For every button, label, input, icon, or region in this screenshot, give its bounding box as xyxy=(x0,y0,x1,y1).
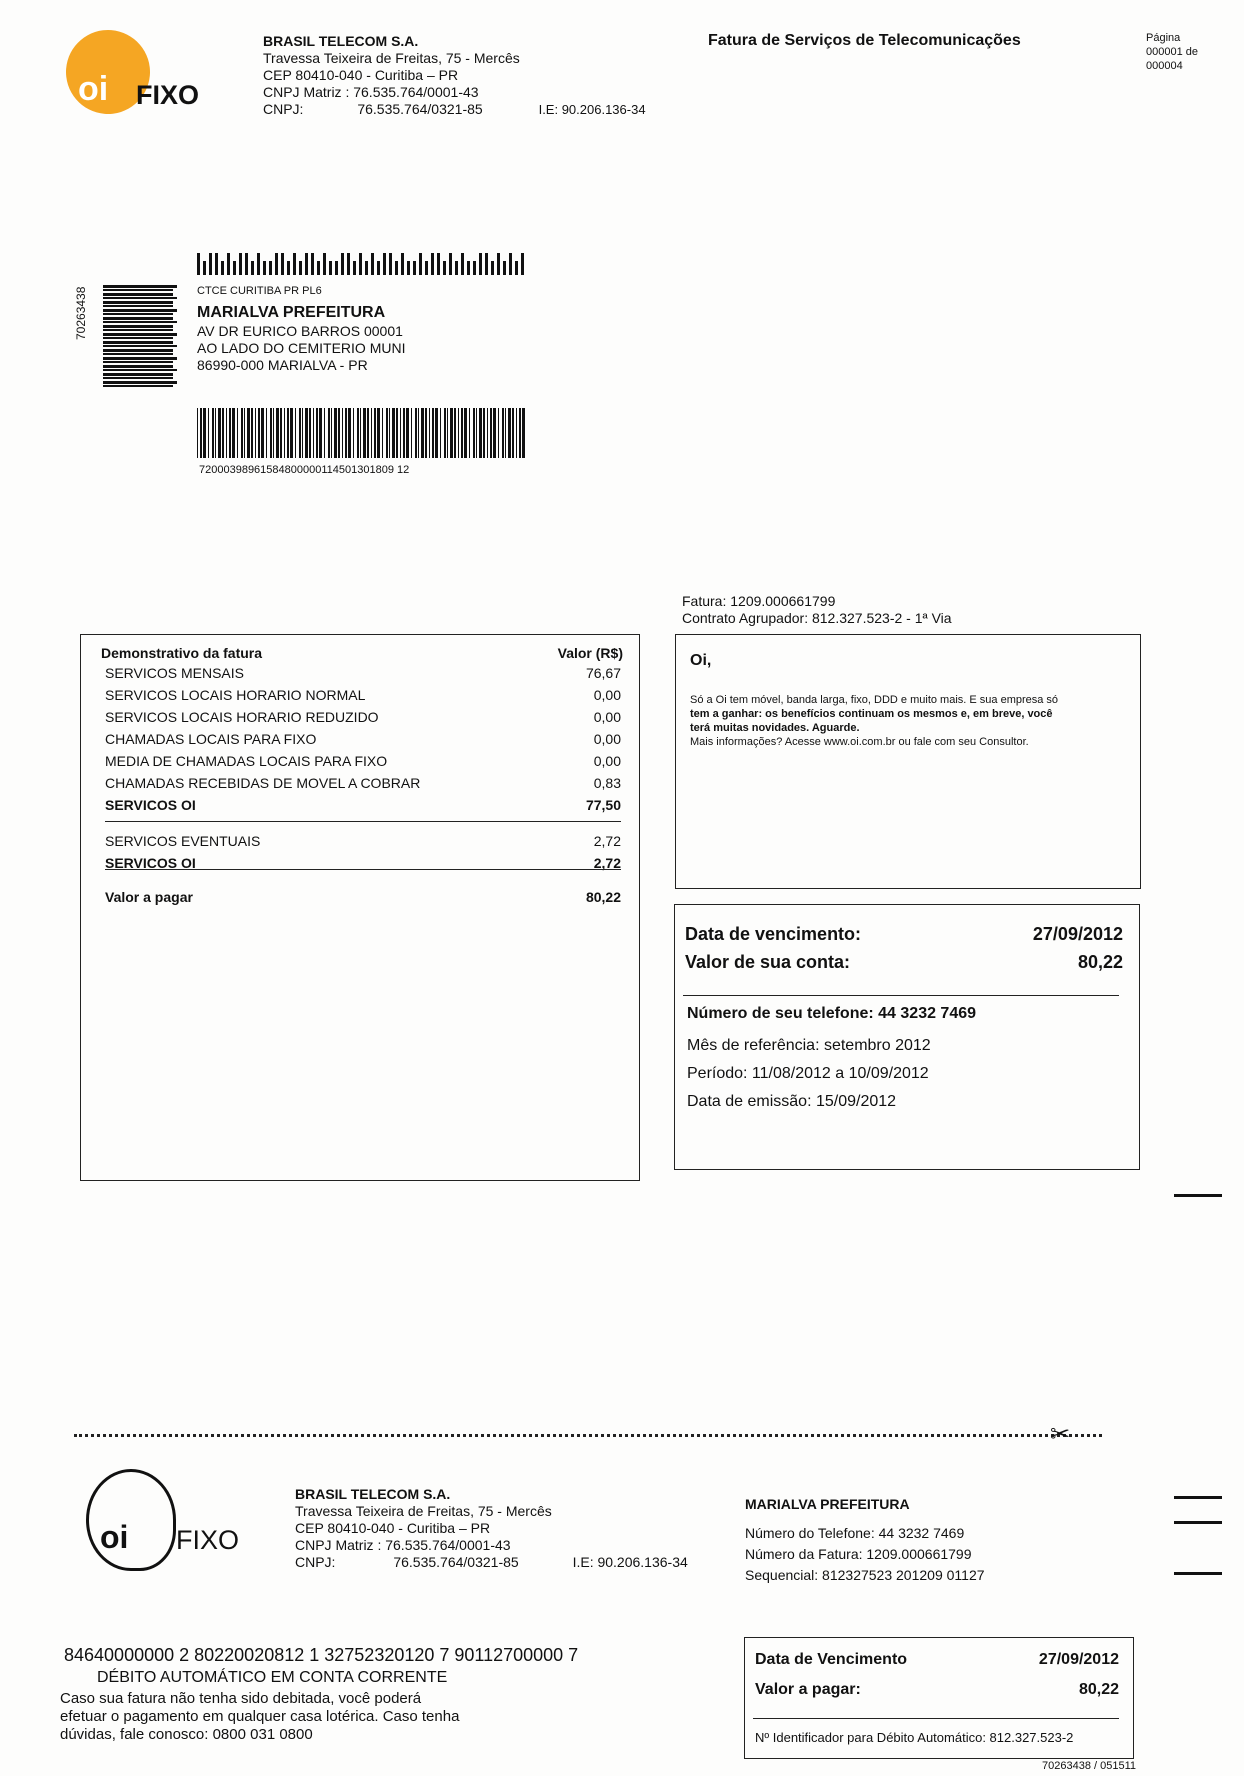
barcode-bar xyxy=(273,408,274,458)
cnpj-value: 76.535.764/0321-85 xyxy=(357,101,483,117)
company-address: Travessa Teixeira de Freitas, 75 - Mercês xyxy=(263,50,520,66)
barcode-bar xyxy=(493,408,496,458)
fixo-logo-text: FIXO xyxy=(136,80,200,110)
barcode-bar xyxy=(401,253,404,275)
barcode-bar xyxy=(280,408,282,458)
statement-row-value: 77,50 xyxy=(585,797,621,813)
company-cnpj-row xyxy=(263,101,646,118)
barcode-bar xyxy=(276,408,279,458)
reference-month: Mês de referência: setembro 2012 xyxy=(687,1037,931,1054)
barcode-bar xyxy=(487,408,488,458)
summary-divider xyxy=(683,995,1119,996)
stub-company-cep: CEP 80410-040 - Curitiba – PR xyxy=(295,1520,491,1536)
barcode-bar xyxy=(255,408,256,458)
stub-sequence: Sequencial: 812327523 201209 01127 xyxy=(745,1567,985,1583)
statement-row-label: SERVICOS MENSAIS xyxy=(105,665,245,681)
edge-mark xyxy=(1174,1496,1222,1499)
cnpj-label: CNPJ: xyxy=(263,101,304,117)
mail-barcode-number: 72000398961584800000114501301809 12 xyxy=(199,464,410,476)
barcode-bar xyxy=(371,408,372,458)
statement-row-label: SERVICOS LOCAIS HORARIO NORMAL xyxy=(105,687,366,703)
barcode-bar xyxy=(247,408,250,458)
page-current: 000001 de xyxy=(1146,46,1198,58)
phone-number: Número de seu telefone: 44 3232 7469 xyxy=(687,1005,977,1022)
barcode-bar xyxy=(382,408,383,458)
statement-row-value: 2,72 xyxy=(593,855,621,871)
barcode-bar xyxy=(505,408,506,458)
page-label: Página xyxy=(1146,32,1181,44)
stub-customer-block xyxy=(745,1496,985,1584)
auto-debit-line-2: efetuar o pagamento em qualquer casa lotérica. Caso tenha xyxy=(60,1708,460,1725)
barcode-bar xyxy=(479,408,482,458)
invoice-number: Fatura: 1209.000661799 xyxy=(682,593,836,609)
barcode-bar xyxy=(365,261,368,275)
barcode-bar xyxy=(400,408,401,458)
barcode-bar xyxy=(461,253,464,275)
barcode-bar xyxy=(275,253,278,275)
barcode-bar xyxy=(338,408,340,458)
edge-mark xyxy=(1174,1521,1222,1524)
barcode-bar xyxy=(348,408,351,458)
statement-row-label: SERVICOS LOCAIS HORARIO REDUZIDO xyxy=(105,709,379,725)
statement-row xyxy=(105,831,621,852)
barcode-bar xyxy=(406,408,409,458)
barcode-bar xyxy=(359,253,362,275)
stub-company-name: BRASIL TELECOM S.A. xyxy=(295,1486,451,1502)
barcode-bar xyxy=(450,408,453,458)
barcode-bar xyxy=(313,408,314,458)
mail-barcode xyxy=(197,408,531,458)
barcode-bar xyxy=(324,408,325,458)
statement-divider-1 xyxy=(105,821,621,822)
statement-row xyxy=(105,663,621,684)
barcode-bar xyxy=(218,408,221,458)
barcode-bar xyxy=(498,408,499,458)
barcode-bar xyxy=(103,365,173,368)
barcode-bar xyxy=(244,408,245,458)
barcode-bar xyxy=(103,301,173,304)
barcode-bar xyxy=(363,408,366,458)
barcode-bar xyxy=(103,297,177,299)
barcode-bar xyxy=(503,261,506,275)
barcode-bar xyxy=(103,369,177,371)
statement-row-value: 0,00 xyxy=(593,709,621,725)
barcode-bar xyxy=(241,408,243,458)
stub-customer-name: MARIALVA PREFEITURA xyxy=(745,1496,910,1512)
stub-due-label: Data de Vencimento xyxy=(755,1651,908,1668)
barcode-bar xyxy=(200,408,202,458)
barcode-bar xyxy=(515,261,518,275)
barcode-bar xyxy=(467,261,470,275)
page-total: 000004 xyxy=(1146,60,1183,72)
barcode-bar xyxy=(311,253,314,275)
statement-row-label: MEDIA DE CHAMADAS LOCAIS PARA FIXO xyxy=(105,753,388,769)
statement-row-label: CHAMADAS RECEBIDAS DE MOVEL A COBRAR xyxy=(105,775,421,791)
barcode-bar xyxy=(212,408,214,458)
postal-barcode xyxy=(197,247,527,275)
barcode-bar xyxy=(425,408,427,458)
barcode-bar xyxy=(443,261,446,275)
barcode-bar xyxy=(419,253,422,275)
barcode-bar xyxy=(215,408,216,458)
barcode-bar xyxy=(490,408,492,458)
barcode-bar xyxy=(290,408,293,458)
barcode-bar xyxy=(270,408,272,458)
barcode-bar xyxy=(208,408,209,458)
barcode-bar xyxy=(103,377,173,379)
barcode-bar xyxy=(509,253,512,275)
barcode-bar xyxy=(103,349,173,352)
barcode-bar xyxy=(103,313,173,315)
statement-row-value: 0,00 xyxy=(593,731,621,747)
due-date-value: 27/09/2012 xyxy=(1032,924,1123,944)
barcode-bar xyxy=(425,261,428,275)
sender-line: CTCE CURITIBA PR PL6 xyxy=(197,285,322,297)
message-body xyxy=(690,693,1130,749)
barcode-bar xyxy=(461,408,463,458)
barcode-bar xyxy=(269,261,272,275)
statement-row xyxy=(105,751,621,772)
barcode-bar xyxy=(103,329,173,331)
billing-period: Período: 11/08/2012 a 10/09/2012 xyxy=(687,1065,929,1082)
barcode-bar xyxy=(437,253,440,275)
barcode-bar xyxy=(389,253,392,275)
statement-row xyxy=(105,707,621,728)
barcode-bar xyxy=(522,408,525,458)
barcode-bar xyxy=(519,408,521,458)
barcode-bar xyxy=(103,317,173,320)
invoice-ref xyxy=(682,593,952,627)
barcode-bar xyxy=(455,261,458,275)
cut-line xyxy=(74,1434,1102,1437)
barcode-bar xyxy=(360,408,361,458)
barcode-bar xyxy=(222,408,224,458)
barcode-bar xyxy=(447,408,448,458)
barcode-bar xyxy=(257,253,260,275)
barcode-bar xyxy=(476,408,477,458)
barcode-bar xyxy=(331,408,332,458)
barcode-bar xyxy=(197,253,200,275)
barcode-bar xyxy=(341,253,344,275)
summary-box xyxy=(674,904,1140,1170)
barcode-bar xyxy=(440,408,441,458)
digitable-line: 84640000000 2 80220020812 1 32752320120 7 90112700000 7 xyxy=(64,1645,579,1665)
recipient-address1: AV DR EURICO BARROS 00001 xyxy=(197,323,403,339)
barcode-bar xyxy=(281,253,284,275)
stub-due-value: 27/09/2012 xyxy=(1038,1651,1119,1668)
barcode-bar xyxy=(258,408,260,458)
statement-row-value: 2,72 xyxy=(593,833,621,849)
message-line-1: Só a Oi tem móvel, banda larga, fixo, DDD e muito mais. E sua empresa só xyxy=(690,694,1059,706)
oi-stub-text: oi xyxy=(100,1519,129,1555)
barcode-bar xyxy=(103,353,173,355)
oi-logo-text: oi xyxy=(78,70,109,108)
barcode-bar xyxy=(407,261,410,275)
statement-row-value: 0,83 xyxy=(593,775,621,791)
message-greeting: Oi, xyxy=(690,652,712,669)
barcode-bar xyxy=(245,253,248,275)
statement-row xyxy=(105,853,621,874)
barcode-bar xyxy=(415,408,417,458)
barcode-bar xyxy=(305,408,308,458)
stub-invoice: Número da Fatura: 1209.000661799 xyxy=(745,1546,972,1562)
barcode-bar xyxy=(209,253,212,275)
barcode-bar xyxy=(502,408,504,458)
stub-amount-label: Valor a pagar: xyxy=(755,1681,861,1698)
barcode-bar xyxy=(227,253,230,275)
barcode-bar xyxy=(374,408,376,458)
barcode-bar xyxy=(469,408,470,458)
barcode-bar xyxy=(239,253,242,275)
barcode-bar xyxy=(229,408,231,458)
barcode-bar xyxy=(403,408,405,458)
fixo-stub-text: FIXO xyxy=(176,1525,240,1555)
barcode-bar xyxy=(516,408,517,458)
barcode-bar xyxy=(444,408,446,458)
barcode-bar xyxy=(226,408,227,458)
barcode-bar xyxy=(309,408,311,458)
statement-title: Demonstrativo da fatura xyxy=(101,645,263,661)
stub-divider xyxy=(753,1718,1119,1719)
barcode-bar xyxy=(103,337,173,339)
barcode-bar xyxy=(392,408,395,458)
barcode-bar xyxy=(103,289,173,291)
message-line-4: Mais informações? Acesse www.oi.com.br ou fale com seu Consultor. xyxy=(690,736,1029,748)
statement-row-label: CHAMADAS LOCAIS PARA FIXO xyxy=(105,731,317,747)
barcode-bar xyxy=(497,253,500,275)
statement-row-value: 0,00 xyxy=(593,687,621,703)
barcode-bar xyxy=(302,408,303,458)
barcode-bar xyxy=(389,408,390,458)
barcode-bar xyxy=(353,408,354,458)
stub-debit-id: Nº Identificador para Débito Automático: 812.327.523-2 xyxy=(755,1730,1074,1745)
barcode-bar xyxy=(429,408,430,458)
barcode-bar xyxy=(293,253,296,275)
auto-debit-line-1: Caso sua fatura não tenha sido debitada, você poderá xyxy=(60,1690,422,1707)
barcode-bar xyxy=(203,408,206,458)
recipient-block xyxy=(197,284,405,374)
oi-fixo-logo xyxy=(58,22,218,118)
recipient-address3: 86990-000 MARIALVA - PR xyxy=(197,357,368,373)
barcode-bar xyxy=(512,408,514,458)
barcode-bar xyxy=(411,408,412,458)
statement-total-row xyxy=(105,887,621,908)
barcode-bar xyxy=(323,253,326,275)
auto-debit-title: DÉBITO AUTOMÁTICO EM CONTA CORRENTE xyxy=(97,1669,448,1686)
stub-phone: Número do Telefone: 44 3232 7469 xyxy=(745,1525,965,1541)
barcode-bar xyxy=(261,408,264,458)
barcode-bar xyxy=(316,408,318,458)
barcode-bar xyxy=(232,408,235,458)
statement-row xyxy=(105,773,621,794)
barcode-bar xyxy=(103,321,177,323)
barcode-bar xyxy=(435,408,438,458)
total-label: Valor a pagar xyxy=(105,889,193,905)
barcode-bar xyxy=(371,253,374,275)
barcode-bar xyxy=(103,325,173,328)
barcode-bar xyxy=(334,408,337,458)
company-header xyxy=(263,33,646,118)
statement-header xyxy=(101,643,623,664)
barcode-bar xyxy=(287,261,290,275)
barcode-bar xyxy=(377,261,380,275)
due-date-label: Data de vencimento: xyxy=(685,924,862,944)
stub-company-cnpj-row xyxy=(295,1554,688,1571)
barcode-bar xyxy=(103,361,173,363)
barcode-bar xyxy=(479,253,482,275)
statement-divider-2 xyxy=(105,869,621,870)
barcode-bar xyxy=(319,408,322,458)
barcode-bar xyxy=(473,408,475,458)
barcode-bar xyxy=(464,408,467,458)
scissors-icon: ✂ xyxy=(1050,1421,1071,1448)
message-line-2: tem a ganhar: os benefícios continuam os mesmos e, em breve, você xyxy=(690,708,1053,720)
recipient-name: MARIALVA PREFEITURA xyxy=(197,304,386,321)
statement-box xyxy=(80,634,640,1181)
statement-row xyxy=(105,685,621,706)
stub-payment-box xyxy=(744,1637,1134,1759)
barcode-bar xyxy=(454,408,456,458)
auto-debit-line-3: dúvidas, fale conosco: 0800 031 0800 xyxy=(60,1726,313,1743)
page-indicator xyxy=(1146,31,1198,73)
barcode-bar xyxy=(329,261,332,275)
auto-debit-text xyxy=(60,1690,459,1744)
barcode-bar xyxy=(342,408,343,458)
total-value: 80,22 xyxy=(585,889,621,905)
barcode-bar xyxy=(458,408,459,458)
barcode-bar xyxy=(473,261,476,275)
barcode-bar xyxy=(483,408,485,458)
barcode-bar xyxy=(103,357,177,360)
company-cnpj-matriz: CNPJ Matriz : 76.535.764/0001-43 xyxy=(263,84,479,100)
stub-company-ie: I.E: 90.206.136-34 xyxy=(572,1554,688,1570)
barcode-bar xyxy=(284,408,285,458)
barcode-bar xyxy=(299,261,302,275)
document-title: Fatura de Serviços de Telecomunicações xyxy=(708,32,1021,49)
barcode-bar xyxy=(317,261,320,275)
statement-row-label: SERVICOS OI xyxy=(105,855,196,871)
amount-value: 80,22 xyxy=(1077,952,1123,972)
barcode-bar xyxy=(251,261,254,275)
barcode-bar xyxy=(103,385,173,387)
side-code: 70263438 xyxy=(74,286,88,340)
barcode-bar xyxy=(485,253,488,275)
stub-cnpj-label: CNPJ: xyxy=(295,1554,336,1570)
statement-value-header: Valor (R$) xyxy=(557,645,623,661)
barcode-bar xyxy=(237,408,238,458)
barcode-bar xyxy=(305,253,308,275)
barcode-bar xyxy=(432,408,434,458)
stub-amount-value: 80,22 xyxy=(1078,1681,1119,1698)
stub-cnpj-value: 76.535.764/0321-85 xyxy=(393,1554,519,1570)
barcode-bar xyxy=(221,261,224,275)
statement-row-value: 0,00 xyxy=(593,753,621,769)
barcode-bar xyxy=(197,408,198,458)
barcode-bar xyxy=(103,293,173,296)
stub-company-header xyxy=(295,1486,688,1571)
company-cep: CEP 80410-040 - Curitiba – PR xyxy=(263,67,459,83)
statement-row-value: 76,67 xyxy=(585,665,621,681)
barcode-bar xyxy=(335,261,338,275)
company-name: BRASIL TELECOM S.A. xyxy=(263,33,419,49)
edge-mark xyxy=(1174,1194,1222,1197)
barcode-bar xyxy=(431,253,434,275)
message-box xyxy=(675,634,1141,889)
statement-row-label: SERVICOS EVENTUAIS xyxy=(105,833,261,849)
barcode-bar xyxy=(418,408,419,458)
barcode-bar xyxy=(295,408,296,458)
barcode-bar xyxy=(386,408,388,458)
side-barcode xyxy=(103,285,177,391)
barcode-bar xyxy=(266,408,267,458)
barcode-bar xyxy=(508,408,511,458)
statement-row xyxy=(105,795,621,816)
barcode-bar xyxy=(103,341,173,344)
barcode-bar xyxy=(395,261,398,275)
stub-footer-code: 70263438 / 051511 xyxy=(1042,1760,1136,1772)
barcode-bar xyxy=(103,333,177,336)
barcode-bar xyxy=(103,285,177,288)
barcode-bar xyxy=(357,408,359,458)
barcode-bar xyxy=(287,408,289,458)
statement-row-label: SERVICOS OI xyxy=(105,797,196,813)
barcode-bar xyxy=(203,261,206,275)
barcode-bar xyxy=(263,261,266,275)
barcode-bar xyxy=(103,373,173,376)
barcode-bar xyxy=(413,261,416,275)
barcode-bar xyxy=(449,253,452,275)
statement-row xyxy=(105,729,621,750)
barcode-bar xyxy=(383,253,386,275)
barcode-bar xyxy=(491,261,494,275)
contract-number: Contrato Agrupador: 812.327.523-2 - 1ª Via xyxy=(682,610,952,626)
barcode-bar xyxy=(521,253,524,275)
barcode-bar xyxy=(103,345,177,347)
barcode-bar xyxy=(299,408,301,458)
message-line-3: terá muitas novidades. Aguarde. xyxy=(690,722,860,734)
stub-company-address: Travessa Teixeira de Freitas, 75 - Mercês xyxy=(295,1503,552,1519)
barcode-bar xyxy=(367,408,369,458)
barcode-bar xyxy=(233,261,236,275)
oi-fixo-logo-stub xyxy=(80,1465,250,1575)
amount-label: Valor de sua conta: xyxy=(685,952,851,972)
barcode-bar xyxy=(396,408,398,458)
barcode-bar xyxy=(353,261,356,275)
stub-company-cnpj-matriz: CNPJ Matriz : 76.535.764/0001-43 xyxy=(295,1537,511,1553)
issue-date: Data de emissão: 15/09/2012 xyxy=(687,1093,897,1110)
barcode-bar xyxy=(251,408,253,458)
barcode-bar xyxy=(377,408,380,458)
barcode-bar xyxy=(103,305,173,307)
barcode-bar xyxy=(328,408,330,458)
barcode-bar xyxy=(103,381,177,384)
recipient-address2: AO LADO DO CEMITERIO MUNI xyxy=(197,340,406,356)
barcode-bar xyxy=(345,408,347,458)
barcode-bar xyxy=(103,309,177,312)
company-ie: I.E: 90.206.136-34 xyxy=(538,102,646,117)
barcode-bar xyxy=(347,253,350,275)
edge-mark xyxy=(1174,1572,1222,1575)
barcode-bar xyxy=(421,408,424,458)
barcode-bar xyxy=(215,253,218,275)
